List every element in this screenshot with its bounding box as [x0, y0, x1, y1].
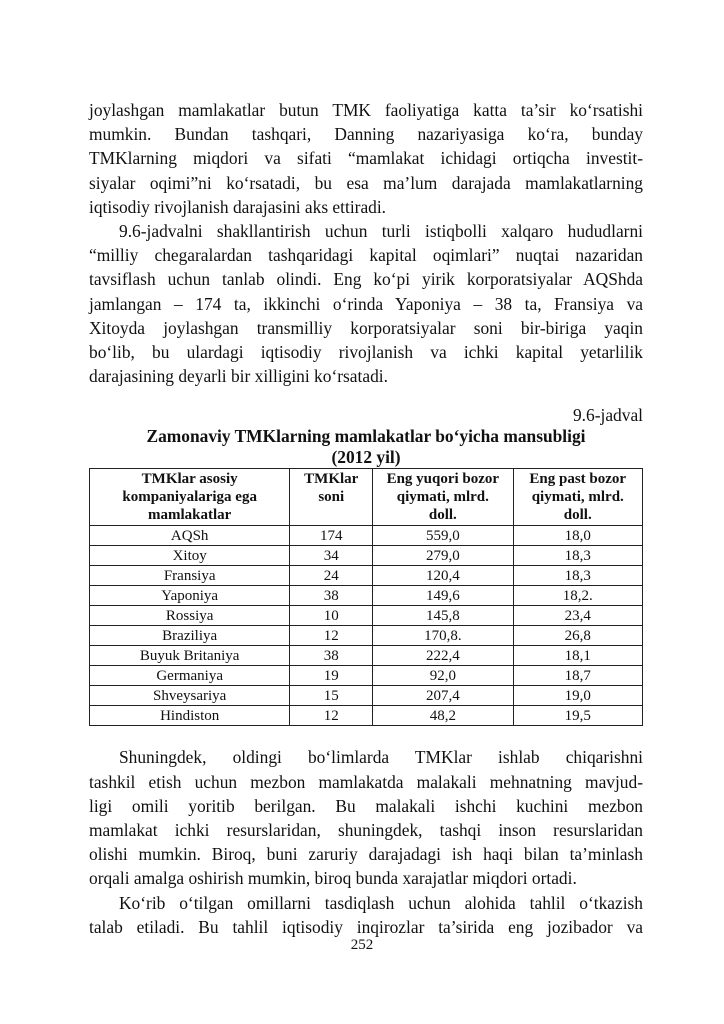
- paragraph-2-line: bo‘lib, bu ulardagi iqtisodiy rivojlanish va ichki kapital yetarlilik: [89, 342, 643, 363]
- header-text: mamlakatlar: [148, 507, 232, 524]
- cell-count: 12: [290, 626, 373, 646]
- table-row: [90, 646, 643, 666]
- paragraph-1-line: joylashgan mamlakatlar butun TMK faoliyatiga katta ta’sir ko‘rsatishi: [89, 100, 643, 120]
- cell-country: Buyuk Britaniya: [90, 646, 290, 666]
- cell-max-value: 170,8.: [373, 626, 513, 646]
- table-row: [90, 526, 643, 546]
- paragraph-2-line: jamlangan – 174 ta, ikkinchi o‘rinda Yaponiya – 38 ta, Fransiya va: [89, 293, 643, 314]
- cell-max-value: 222,4: [373, 646, 513, 666]
- cell-max-value: 559,0: [373, 526, 513, 546]
- header-countries: [90, 469, 290, 526]
- cell-country: Germaniya: [90, 666, 290, 686]
- cell-count: 19: [290, 666, 373, 686]
- cell-min-value: 23,4: [513, 606, 642, 626]
- table-title: [89, 426, 643, 468]
- cell-country: AQSh: [90, 526, 290, 546]
- table-row: [90, 546, 643, 566]
- table-header-row: [90, 469, 643, 526]
- cell-min-value: 19,5: [513, 706, 642, 726]
- page-number: 252: [350, 937, 374, 953]
- cell-count: 24: [290, 566, 373, 586]
- header-text: qiymati, mlrd.: [396, 489, 489, 506]
- cell-count: 38: [290, 646, 373, 666]
- paragraph-2-line: 9.6-jadvalni shakllantirish uchun turli istiqbolli xalqaro hududlarni: [119, 221, 643, 242]
- cell-country: Rossiya: [90, 606, 290, 626]
- paragraph-1-line: mumkin. Bundan tashqari, Danning nazariyasiga ko‘ra, bunday: [89, 124, 643, 145]
- data-table: [89, 468, 643, 726]
- paragraph-3-line: orqali amalga oshirish mumkin, biroq bunda xarajatlar miqdori ortadi.: [89, 868, 577, 889]
- table-row: [90, 666, 643, 686]
- cell-max-value: 207,4: [373, 686, 513, 706]
- cell-country: Fransiya: [90, 566, 290, 586]
- paragraph-2: [89, 219, 643, 388]
- paragraph-1-line: iqtisodiy rivojlanish darajasini aks ettiradi.: [89, 196, 387, 217]
- header-text: TMKlar asosiy: [141, 471, 238, 488]
- page-body: [89, 98, 643, 939]
- cell-max-value: 92,0: [373, 666, 513, 686]
- header-text: Eng yuqori bozor: [386, 471, 500, 488]
- cell-max-value: 48,2: [373, 706, 513, 726]
- paragraph-1: [89, 98, 643, 219]
- paragraph-3-line: olishi mumkin. Biroq, buni zaruriy darajadagi ish haqi bilan ta’minlash: [89, 844, 643, 865]
- header-text: Eng past bozor: [529, 471, 627, 488]
- table-row: [90, 686, 643, 706]
- table-row: [90, 606, 643, 626]
- table-row: [90, 586, 643, 606]
- paragraph-4-line: Ko‘rib o‘tilgan omillarni tasdiqlash uchun alohida tahlil o‘tkazish: [119, 892, 643, 913]
- cell-min-value: 18,2.: [513, 586, 642, 606]
- cell-count: 34: [290, 546, 373, 566]
- table-title-line-1: Zamonaviy TMKlarning mamlakatlar bo‘yicha mansubligi: [146, 426, 586, 447]
- paragraph-4-line: talab etiladi. Bu tahlil iqtisodiy inqirozlar ta’sirida eng jozibador va: [89, 916, 643, 937]
- cell-country: Xitoy: [90, 546, 290, 566]
- cell-max-value: 145,8: [373, 606, 513, 626]
- cell-count: 12: [290, 706, 373, 726]
- header-text: doll.: [563, 507, 592, 524]
- paragraph-1-line: siyalar oqimi”ni ko‘rsatadi, bu esa ma’lum darajada mamlakatlarning: [89, 172, 643, 193]
- paragraph-3-line: tashkil etish uchun mezbon mamlakatda malakali mehnatning mavjud-: [89, 771, 643, 792]
- header-text: soni: [318, 489, 345, 506]
- cell-country: Braziliya: [90, 626, 290, 646]
- header-tmk-count: [290, 469, 373, 526]
- cell-min-value: 18,3: [513, 566, 642, 586]
- cell-min-value: 18,3: [513, 546, 642, 566]
- header-text: kompaniyalariga ega: [122, 489, 257, 506]
- header-text: doll.: [428, 507, 457, 524]
- cell-country: Yaponiya: [90, 586, 290, 606]
- cell-count: 174: [290, 526, 373, 546]
- cell-min-value: 18,7: [513, 666, 642, 686]
- table-title-line-2: (2012 yil): [331, 447, 401, 468]
- paragraph-2-line: “milliy chegaralardan tashqaridagi kapital oqimlari” nuqtai nazaridan: [89, 245, 643, 266]
- cell-min-value: 26,8: [513, 626, 642, 646]
- cell-count: 15: [290, 686, 373, 706]
- header-min-market-value: [513, 469, 642, 526]
- table-row: [90, 626, 643, 646]
- paragraph-3: [89, 745, 643, 890]
- cell-min-value: 19,0: [513, 686, 642, 706]
- header-text: qiymati, mlrd.: [531, 489, 624, 506]
- paragraph-4: [89, 891, 643, 939]
- cell-country: Hindiston: [90, 706, 290, 726]
- cell-min-value: 18,0: [513, 526, 642, 546]
- cell-max-value: 149,6: [373, 586, 513, 606]
- cell-country: Shveysariya: [90, 686, 290, 706]
- paragraph-2-line: darajasining deyarli bir xilligini ko‘rsatadi.: [89, 366, 388, 387]
- paragraph-1-line: TMKlarning miqdori va sifati “mamlakat ichidagi ortiqcha investit-: [89, 148, 643, 169]
- table-row: [90, 566, 643, 586]
- paragraph-2-line: Xitoyda joylashgan transmilliy korporatsiyalar soni bir-biriga yaqin: [89, 317, 643, 338]
- header-text: TMKlar: [304, 471, 359, 488]
- cell-max-value: 120,4: [373, 566, 513, 586]
- cell-max-value: 279,0: [373, 546, 513, 566]
- paragraph-3-line: mamlakat ichki resurslaridan, shuningdek, tashqi inson resurslaridan: [89, 820, 643, 841]
- paragraph-2-line: tavsiflash uchun tanlab olindi. Eng ko‘pi yirik korporatsiyalar AQShda: [89, 269, 643, 290]
- paragraph-3-line: Shuningdek, oldingi bo‘limlarda TMKlar ishlab chiqarishni: [119, 747, 643, 768]
- paragraph-3-line: ligi omili yoritib berilgan. Bu malakali ishchi kuchini mezbon: [89, 795, 643, 816]
- cell-min-value: 18,1: [513, 646, 642, 666]
- cell-count: 38: [290, 586, 373, 606]
- header-max-market-value: [373, 469, 513, 526]
- table-label: 9.6-jadval: [572, 405, 643, 426]
- cell-count: 10: [290, 606, 373, 626]
- table-row: [90, 706, 643, 726]
